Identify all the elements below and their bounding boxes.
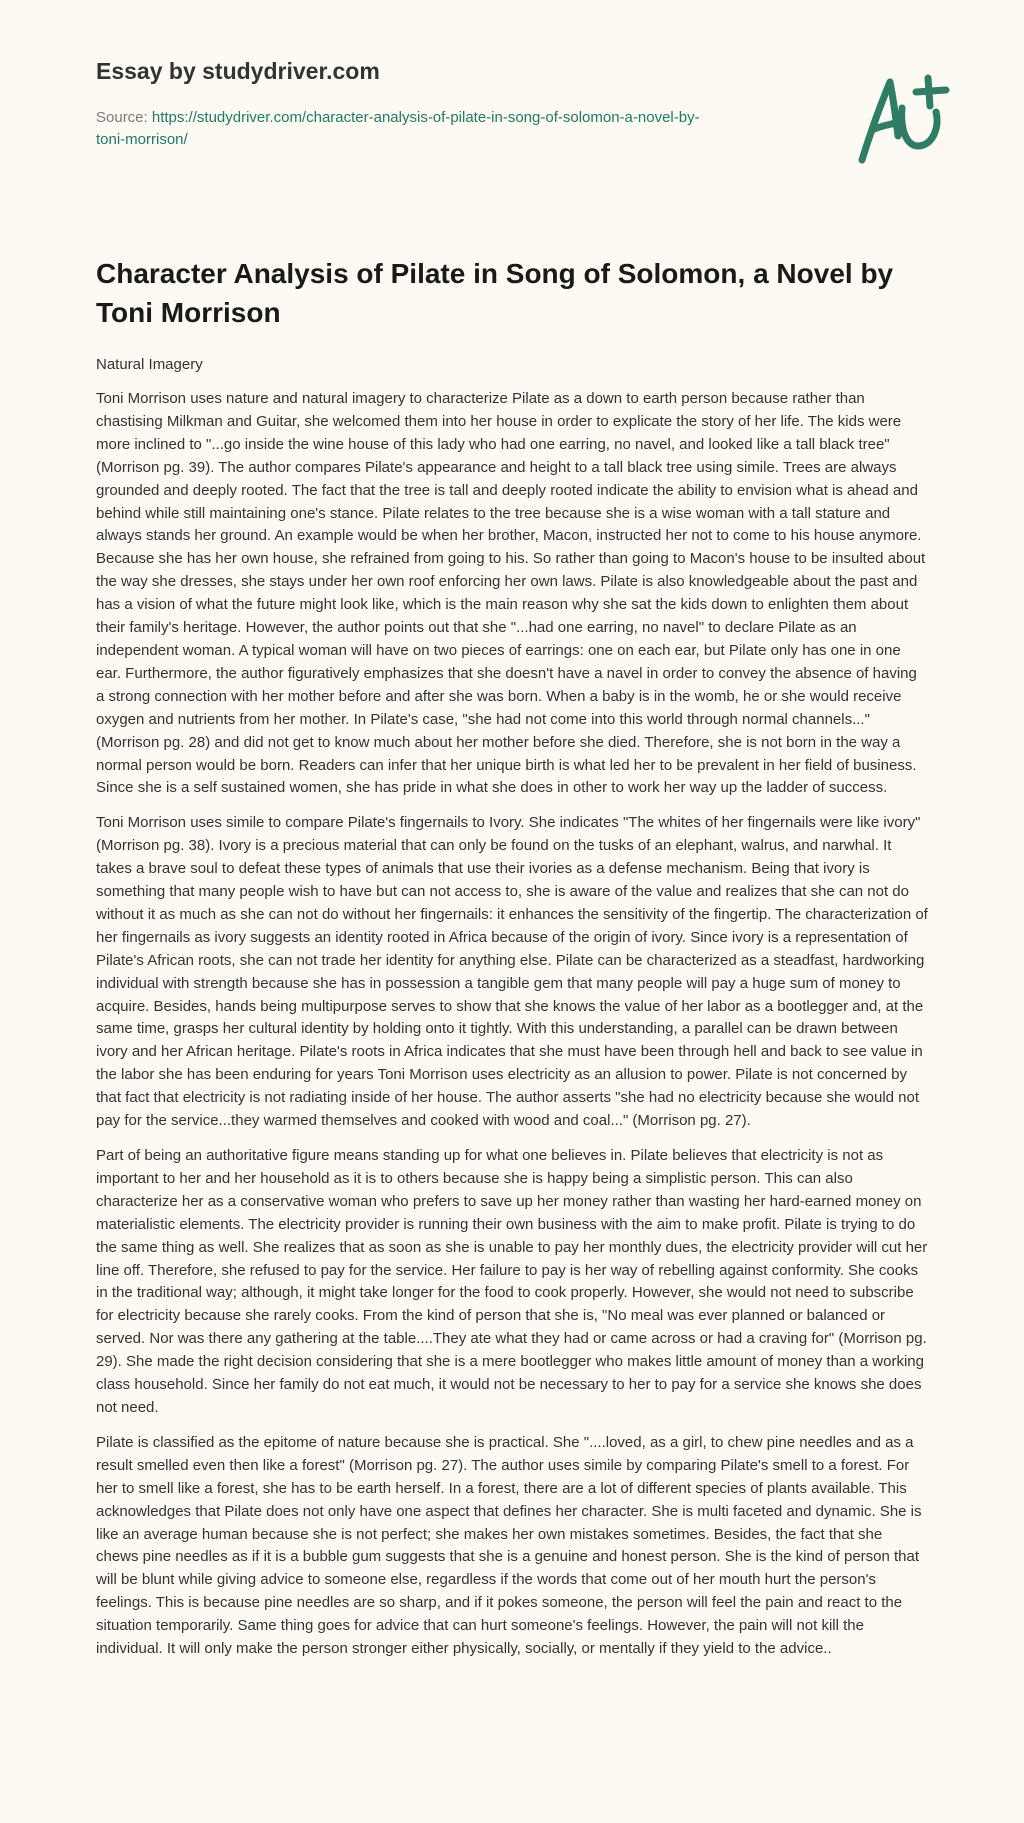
source-link[interactable]	[96, 109, 700, 148]
source-link-line1: https://studydriver.com/character-analysis-of-pilate-in-song-of-solomon-a-novel-by-	[151, 109, 700, 126]
source-line	[96, 107, 796, 151]
paragraph-3: Part of being an authoritative figure means standing up for what one believes in. Pilate believes that electricity is not as important to her and her household as it is to others because she is happy being a simplistic person. This can also characterize her as a conservative woman who prefers to save up her money rather than wasting her hard-earned money on materialistic elements. The electricity provider is running their own business with the aim to make profit. Pilate is trying to do the same thing as well. She realizes that as soon as she is unable to pay her monthly dues, the electricity provider will cut her line off. Therefore, she refused to pay for the service. Her failure to pay is her way of rebelling against conformity. She cooks in the traditional way; although, it might take longer for the food to cook properly. However, she would not need to subscribe for electricity because she rarely cooks. From the kind of person that she is, "No meal was ever planned or balanced or served. Nor was there any gathering at the table....They ate what they had or came across or had a craving for" (Morrison pg. 29). She made the right decision considering that she is a mere bootlegger who makes little amount of money than a working class household. Since her family do not eat much, it would not be necessary to her to pay for a service she knows she does not need.	[96, 1147, 928, 1416]
a-plus-icon	[850, 72, 952, 168]
section-subheading: Natural Imagery	[96, 356, 203, 373]
paragraph-1: Toni Morrison uses nature and natural imagery to characterize Pilate as a down to earth person because rather than chastising Milkman and Guitar, she welcomed them into her house in order to explicate the story of her life. The kids were more inclined to "...go inside the wine house of this lady who had one earring, no navel, and looked like a tall black tree" (Morrison pg. 39). The author compares Pilate's appearance and height to a tall black tree using simile. Trees are always grounded and deeply rooted. The fact that the tree is tall and deeply rooted indicate the ability to envision what is ahead and behind while still maintaining one's stance. Pilate relates to the tree because she is a wise woman with a tall stature and always stands her ground. An example would be when her brother, Macon, instructed her not to come to his house anymore. Because she has her own house, she refrained from going to his. So rather than going to Macon's house to be insulted about the way she dresses, she stays under her own roof enforcing her own laws. Pilate is also knowledgeable about the past and has a vision of what the future might look like, which is the main reason why she sat the kids down to enlighten them about their family's heritage. However, the author points out that she "...had one earring, no navel" to declare Pilate as an independent woman. A typical woman will have on two pieces of earrings: one on each ear, but Pilate only has one in one ear. Furthermore, the author figuratively emphasizes that she doesn't have a navel in order to convey the absence of having a strong connection with her mother before and after she was born. When a baby is in the womb, he or she would receive oxygen and nutrients from her mother. In Pilate's case, "she had not come into this world through normal channels..." (Morrison pg. 28) and did not get to know much about her mother before she died. Therefore, she is not born in the way a normal person would be born. Readers can infer that her unique birth is what led her to be prevalent in her field of business. Since she is a self sustained women, she has pride in what she does in other to work her way up the ladder of success.	[96, 390, 926, 797]
article-title: Character Analysis of Pilate in Song of Solomon, a Novel by Toni Morrison	[96, 258, 894, 328]
paragraph-4: Pilate is classified as the epitome of nature because she is practical. She "....loved, as a girl, to chew pine needles and as a result smelled even then like a forest" (Morrison pg. 27). The author uses simile by comparing Pilate's smell to a forest. For her to smell like a forest, she has to be earth herself. In a forest, there are a lot of different species of plants available. This acknowledges that Pilate does not only have one aspect that defines her character. She is multi faceted and dynamic. She is like an average human because she is not perfect; she makes her own mistakes sometimes. Besides, the fact that she chews pine needles as if it is a bubble gum suggests that she is a genuine and honest person. She is the kind of person that will be blunt while giving advice to someone else, regardless if the words that come out of her mouth hurt the person's feelings. This is because pine needles are so sharp, and if it pokes someone, the person will feel the pain and react to the situation temporarily. Same thing goes for advice that can hurt someone's feelings. However, the pain will not kill the individual. It will only make the person stronger either physically, socially, or mentally if they yield to the advice..	[96, 1433, 922, 1658]
source-label: Source:	[96, 109, 152, 126]
paragraph-2: Toni Morrison uses simile to compare Pilate's fingernails to Ivory. She indicates "The whites of her fingernails were like ivory" (Morrison pg. 38). Ivory is a precious material that can only be found on the tusks of an elephant, walrus, and narwhal. It takes a brave soul to defeat these types of animals that use their ivories as a defense mechanism. Being that ivory is something that many people wish to have but can not access to, she is aware of the value and realizes that she can not do without it as much as she can not do without her fingernails: it enhances the sensitivity of the fingertip. The characterization of her fingernails as ivory suggests an identity rooted in Africa because of the origin of ivory. Since ivory is a representation of Pilate's African roots, she can not trade her identity for anything else. Pilate can be characterized as a steadfast, hardworking individual with strength because she has in possession a tangible gem that many people will pay a huge sum of money to acquire. Besides, hands being multipurpose serves to show that she knows the value of her labor as a bootlegger and, at the same time, grasps her cultural identity by holding onto it tightly. With this understanding, a parallel can be drawn between ivory and her African heritage. Pilate's roots in Africa indicates that she must have been through hell and back to see value in the labor she has been enduring for years Toni Morrison uses electricity as an allusion to power. Pilate is not concerned by that fact that electricity is not radiating inside of her house. The author asserts "she had no electricity because she would not pay for the service...they warmed themselves and cooked with wood and coal..." (Morrison pg. 27).	[96, 814, 928, 1130]
site-title: Essay by studydriver.com	[96, 58, 380, 84]
essay-header	[96, 58, 796, 151]
source-link-line2: toni-morrison/	[96, 131, 188, 148]
essay-article	[96, 254, 928, 1673]
